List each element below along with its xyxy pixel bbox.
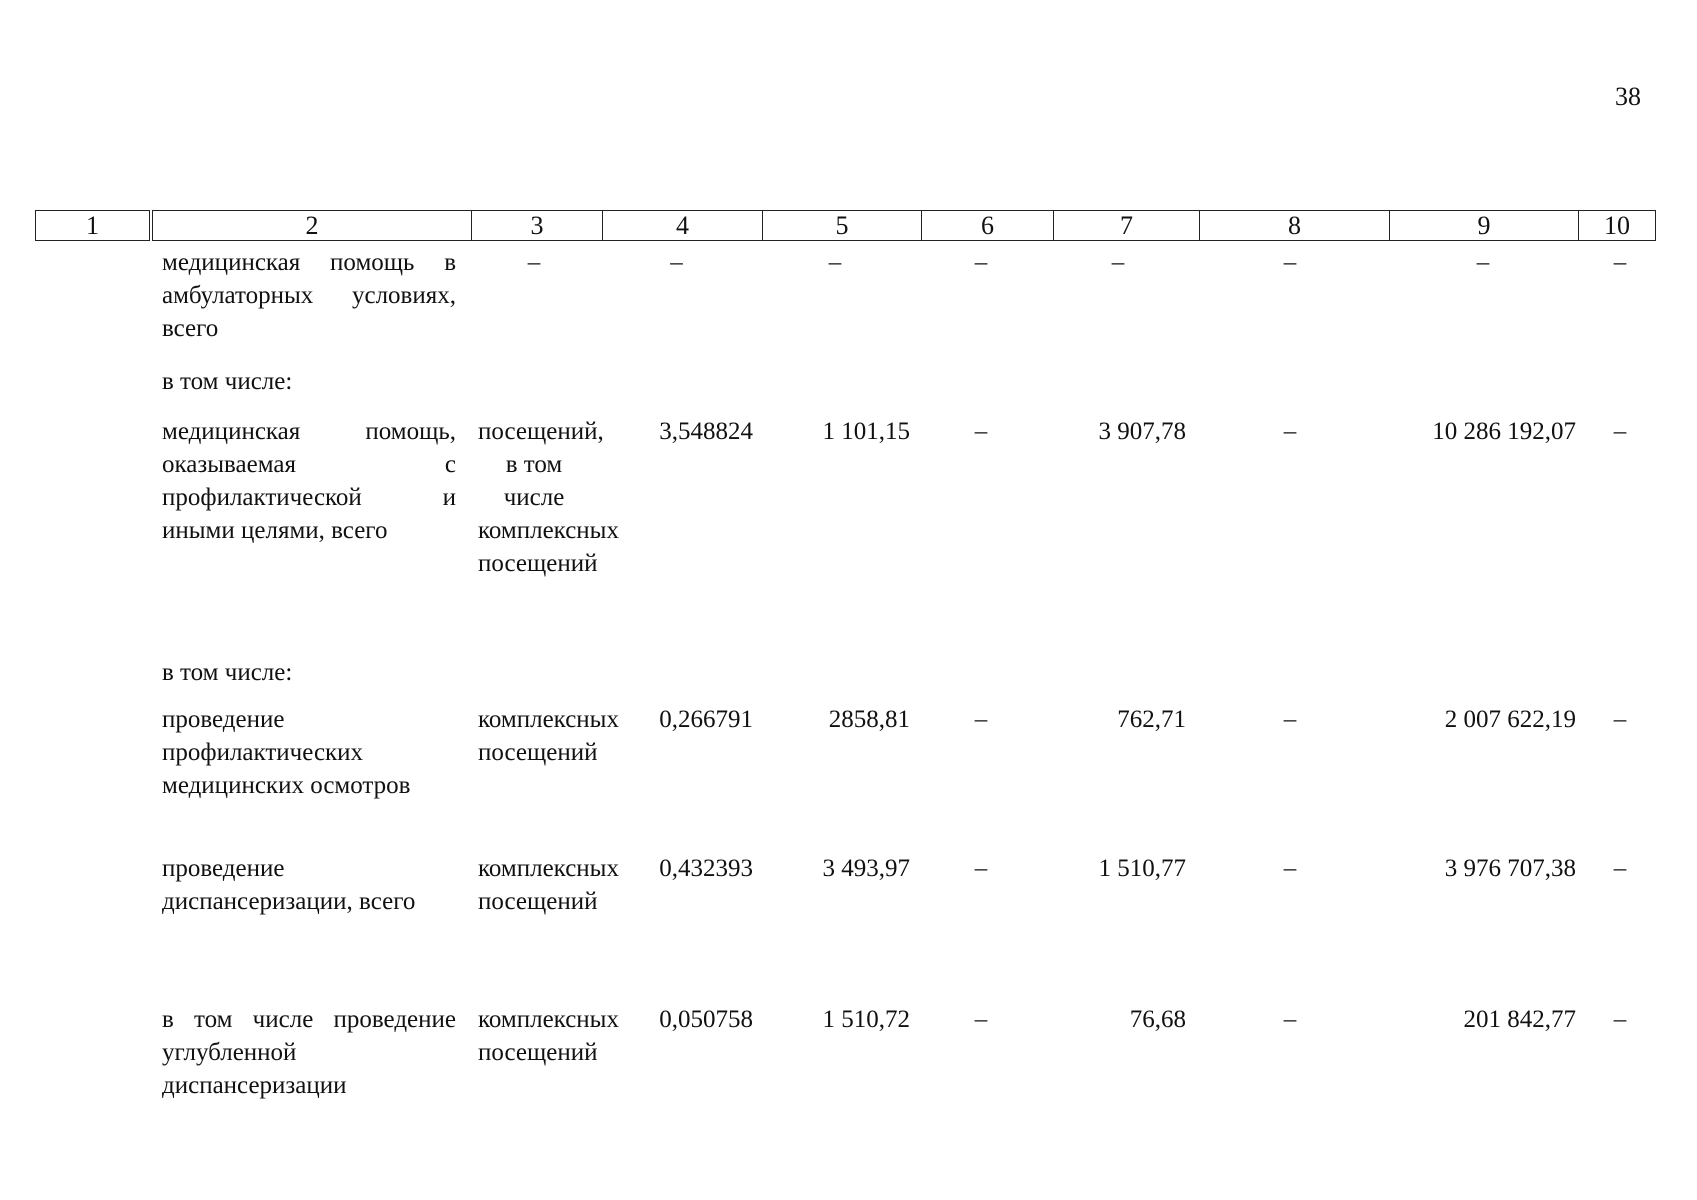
row-value-col10: – [1613, 855, 1627, 882]
subheading-text: в том числе: [162, 368, 293, 395]
row-value-col7: 1 510,77 [1098, 855, 1186, 882]
row-value-col10: – [1613, 1006, 1627, 1033]
row-value-col8: – [1283, 1006, 1297, 1033]
row-name: медицинская помощь в амбулаторных условиях, всего [162, 249, 456, 342]
row-value-col9: 3 976 707,38 [1444, 855, 1576, 882]
row-unit: – [527, 249, 541, 276]
row-value-col10: – [1613, 249, 1627, 276]
row-unit: комплексных посещений [478, 706, 619, 766]
column-number-8: 8 [1199, 210, 1390, 241]
row-value-col10: – [1613, 706, 1627, 733]
row-value-col5: 2858,81 [828, 706, 910, 733]
row-name: медицинская помощь, оказываемая с профилактической и иными целями, всего [162, 418, 456, 544]
row-name: проведение диспансеризации, всего [162, 855, 416, 915]
row-value-col4: – [670, 249, 683, 276]
row-value-col9: 10 286 192,07 [1432, 418, 1576, 445]
row-unit: комплексных посещений [478, 855, 619, 915]
row-value-col6: – [974, 706, 988, 733]
row-value-col5: 1 510,72 [822, 1006, 910, 1033]
row-name: проведение профилактических медицинских осмотров [162, 706, 411, 799]
row-value-col8: – [1283, 418, 1297, 445]
row-name: в том числе проведение углубленной диспансеризации [162, 1006, 456, 1099]
row-value-col9: 2 007 622,19 [1444, 706, 1576, 733]
row-value-col8: – [1283, 855, 1297, 882]
page-number: 38 [1615, 82, 1641, 111]
row-value-col7: – [1111, 249, 1125, 276]
column-number-1: 1 [35, 210, 150, 241]
row-value-col6: – [974, 249, 988, 276]
row-value-col8: – [1283, 706, 1297, 733]
row-value-col6: – [974, 1006, 988, 1033]
column-number-7: 7 [1053, 210, 1200, 241]
row-unit: комплексных посещений [478, 1006, 619, 1066]
column-number-2: 2 [152, 210, 472, 241]
row-value-col6: – [974, 418, 988, 445]
column-number-6: 6 [921, 210, 1054, 241]
row-value-col9: 201 842,77 [1463, 1006, 1576, 1033]
row-value-col7: 3 907,78 [1098, 418, 1186, 445]
column-number-10: 10 [1578, 210, 1656, 241]
row-value-col4: 3,548824 [659, 418, 753, 445]
row-value-col7: 762,71 [1117, 706, 1186, 733]
row-value-col9: – [1476, 249, 1490, 276]
column-number-9: 9 [1389, 210, 1579, 241]
row-value-col5: – [828, 249, 842, 276]
row-value-col4: 0,050758 [659, 1006, 753, 1033]
row-value-col10: – [1613, 418, 1627, 445]
column-number-5: 5 [762, 210, 922, 241]
subheading-text: в том числе: [162, 659, 293, 686]
row-value-col5: 3 493,97 [822, 855, 910, 882]
row-value-col6: – [974, 855, 988, 882]
row-value-col7: 76,68 [1129, 1006, 1186, 1033]
row-unit: посещений, в том числе комплексных посещений [478, 418, 619, 577]
column-number-header [35, 210, 1656, 243]
row-value-col4: 0,432393 [659, 855, 753, 882]
row-value-col8: – [1283, 249, 1297, 276]
column-number-3: 3 [471, 210, 603, 241]
row-value-col4: 0,266791 [659, 706, 753, 733]
row-value-col5: 1 101,15 [822, 418, 910, 445]
column-number-4: 4 [602, 210, 763, 241]
